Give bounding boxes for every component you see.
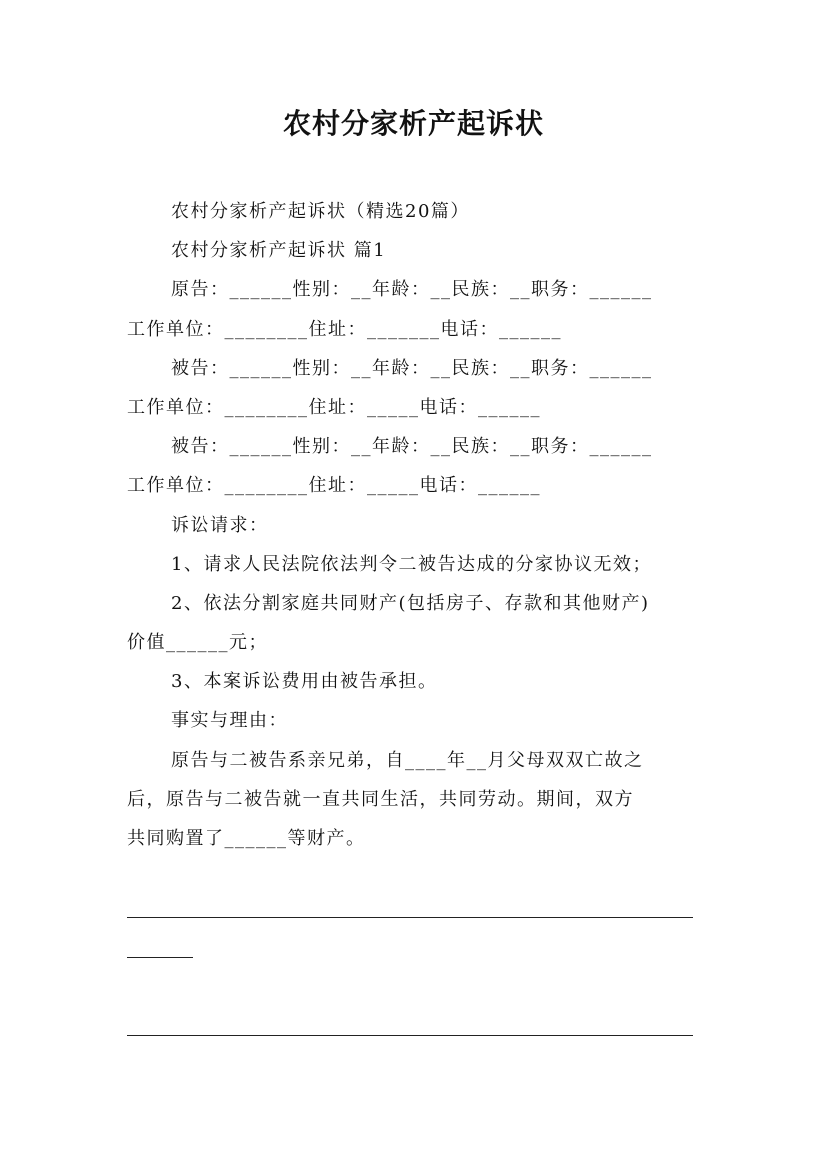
blank-fill-line (127, 917, 693, 918)
document-title: 农村分家析产起诉状 (282, 107, 544, 140)
document-body (127, 192, 717, 858)
body-line-claim-3: 3、本案诉讼费用由被告承担。 (171, 671, 438, 693)
body-line-plaintiff: 原告：______性别：__年龄：__民族：__职务：______ (171, 279, 653, 301)
body-line-claims-heading: 诉讼请求： (171, 514, 269, 536)
body-line-claim-2: 2、依法分割家庭共同财产(包括房子、存款和其他财产) (171, 592, 650, 614)
body-line-facts-heading: 事实与理由： (171, 710, 288, 732)
blank-fill-line (127, 1035, 693, 1036)
body-line-claim-2-cont: 价值______元； (127, 632, 268, 654)
body-line-defendant-1: 被告：______性别：__年龄：__民族：__职务：______ (171, 357, 653, 379)
body-line-defendant-2-address: 工作单位：________住址：_____电话：______ (127, 475, 541, 497)
body-line-facts-3: 共同购置了______等财产。 (127, 828, 366, 849)
body-line-plaintiff-address: 工作单位：________住址：_______电话：______ (127, 318, 562, 340)
body-line-claim-1: 1、请求人民法院依法判令二被告达成的分家协议无效； (171, 553, 652, 575)
body-line-subtitle: 农村分家析产起诉状（精选20篇） (171, 201, 470, 222)
body-line-facts-1: 原告与二被告系亲兄弟，自____年__月父母双双亡故之 (171, 749, 644, 771)
body-line-section-heading: 农村分家析产起诉状 篇1 (171, 240, 387, 262)
blank-fill-line (127, 957, 193, 958)
body-line-defendant-1-address: 工作单位：________住址：_____电话：______ (127, 396, 541, 418)
body-line-facts-2: 后，原告与二被告就一直共同生活，共同劳动。期间，双方 (127, 788, 634, 810)
body-line-defendant-2: 被告：______性别：__年龄：__民族：__职务：______ (171, 436, 653, 458)
